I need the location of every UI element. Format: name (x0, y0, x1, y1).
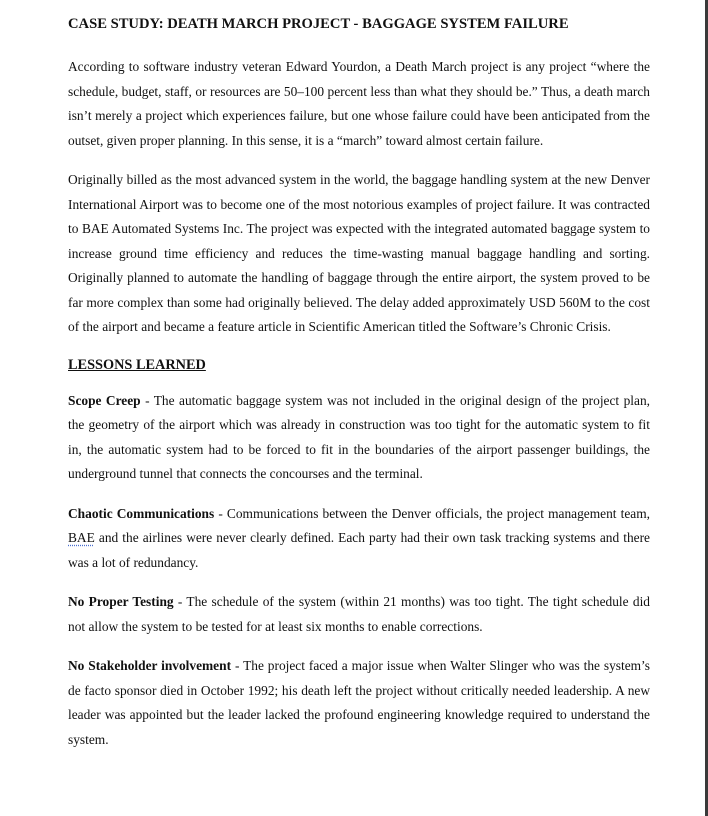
spellcheck-marked-word: BAE (68, 530, 95, 545)
lesson-term: Chaotic Communications (68, 505, 215, 521)
intro-paragraph: According to software industry veteran Edward Yourdon, a Death March project is any project “where the schedule, budget, staff, or resources are 50–100 percent less than what they should be.” Thus, a death march isn’t merely a project which experiences failure, but one whose failure could have been anticipated from the outset, given proper planning. In this sense, it is a “march” toward almost certain failure. (68, 59, 650, 148)
lesson-no-stakeholder-involvement (68, 654, 650, 752)
lesson-term: No Proper Testing (68, 594, 174, 609)
lesson-text: - The schedule of the system (within 21 months) was too tight. The tight schedule did not allow the system to be tested for at least six months to enable corrections. (68, 594, 650, 634)
lesson-text: - Communications between the Denver officials, the project management team, (214, 505, 650, 521)
lesson-text: - The automatic baggage system was not included in the original design of the project plan, the geometry of the airport which was already in construction was too tight for the automatic system to fit in, the automatic system had to be forced to fit in the boundaries of the airport passenger buildings, the underground tunnel that connects the concourses and the terminal. (68, 392, 650, 481)
lesson-no-proper-testing (68, 590, 650, 639)
lesson-text: - The project faced a major issue when Walter Slinger who was the system’s de facto sponsor died in October 1992; his death left the project without critically needed leadership. A new leader was appointed but the leader lacked the profound engineering knowledge required to understand the system. (68, 658, 650, 747)
document-body (68, 14, 650, 767)
lesson-text: and the airlines were never clearly defined. Each party had their own task tracking systems and there was a lot of redundancy. (68, 530, 650, 570)
document-title: CASE STUDY: DEATH MARCH PROJECT - BAGGAGE SYSTEM FAILURE (68, 16, 569, 32)
lesson-scope-creep (68, 389, 650, 487)
lesson-term: No Stakeholder involvement (68, 658, 232, 673)
background-paragraph: Originally billed as the most advanced system in the world, the baggage handling system at the new Denver International Airport was to become one of the most notorious examples of project failure. It was contracted to BAE Automated Systems Inc. The project was expected with the integrated automated baggage system to increase ground time efficiency and reduces the time-wasting manual baggage handling and sorting. Originally planned to automate the handling of baggage through the entire airport, the system proved to be far more complex than some had originally believed. The delay added approximately USD 560M to the cost of the airport and became a feature article in Scientific American titled the Software’s Chronic Crisis. (68, 172, 650, 334)
lesson-term: Scope Creep (68, 392, 141, 408)
lesson-chaotic-communications (68, 502, 650, 576)
lessons-learned-heading: LESSONS LEARNED (68, 356, 206, 373)
